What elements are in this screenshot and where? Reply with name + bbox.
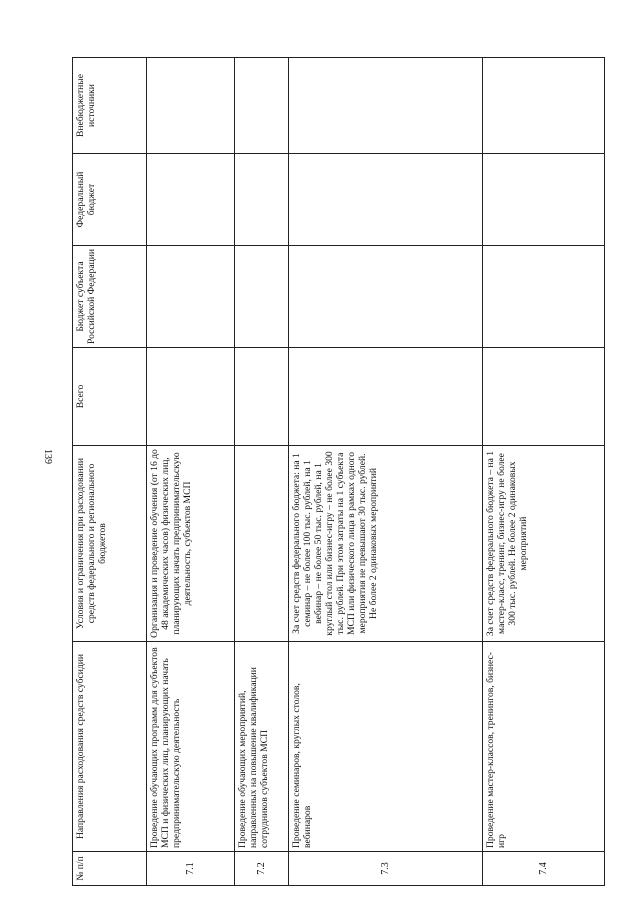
header-conditions: Условия и ограничения при расходовании средств федерального и регионального бюджетов — [73, 446, 147, 642]
row-number: 7.2 — [235, 852, 289, 886]
header-region-budget: Бюджет субъекта Российской Федерации — [73, 246, 147, 348]
header-federal-budget: Федеральный бюджет — [73, 154, 147, 246]
cell-total — [147, 348, 235, 446]
cell-extra-budget — [289, 58, 483, 154]
cell-region-budget — [235, 246, 289, 348]
subsidy-table — [72, 57, 605, 886]
cell-federal-budget — [235, 154, 289, 246]
cell-total — [483, 348, 605, 446]
cell-region-budget — [147, 246, 235, 348]
cell-federal-budget — [483, 154, 605, 246]
cell-total — [235, 348, 289, 446]
table-row — [289, 58, 483, 886]
table-row — [235, 58, 289, 886]
row-conditions: За счет средств федерального бюджета: на 1 семинар – не более 100 тыс. рублей, на 1 вебинар – не более 50 тыс. рублей, на 1 круглый стол или бизнес-игру – не более 300 тыс. рублей. При этом затраты на 1 субъекта МСП или физического лица в рамках одного мероприятия не превышают 30 тыс. рублей. Не более 2 одинаковых мероприятий — [289, 446, 483, 642]
table-row — [483, 58, 605, 886]
header-num: № п/п — [73, 852, 147, 886]
row-conditions: Организация и проведение обучения (от 16 до 48 академических часов) физических лиц, планирующих начать предпринимательскую деятельность, субъектов МСП — [147, 446, 235, 642]
table-row — [147, 58, 235, 886]
header-extra-budget: Внебюджетные источники — [73, 58, 147, 154]
cell-total — [289, 348, 483, 446]
row-number: 7.3 — [289, 852, 483, 886]
row-direction: Проведение обучающих программ для субъектов МСП и физических лиц, планирующих начать предпринимательскую деятельность — [147, 642, 235, 852]
cell-region-budget — [483, 246, 605, 348]
header-total: Всего — [73, 348, 147, 446]
cell-federal-budget — [289, 154, 483, 246]
cell-region-budget — [289, 246, 483, 348]
cell-federal-budget — [147, 154, 235, 246]
header-direction: Направления расходования средств субсидии — [73, 642, 147, 852]
row-direction: Проведение мастер-классов, тренингов, бизнес-игр — [483, 642, 605, 852]
page-number: 139 — [42, 449, 53, 464]
row-number: 7.1 — [147, 852, 235, 886]
row-direction: Проведение обучающих мероприятий, направленных на повышение квалификации сотрудников субъектов МСП — [235, 642, 289, 852]
row-conditions — [235, 446, 289, 642]
cell-extra-budget — [235, 58, 289, 154]
cell-extra-budget — [147, 58, 235, 154]
cell-extra-budget — [483, 58, 605, 154]
rotated-table-container — [72, 58, 604, 886]
row-number: 7.4 — [483, 852, 605, 886]
row-direction: Проведение семинаров, круглых столов, вебинаров — [289, 642, 483, 852]
row-conditions: За счет средств федерального бюджета – на 1 мастер-класс, тренинг, бизнес-игру не более 300 тыс. рублей. Не более 2 одинаковых мероприятий — [483, 446, 605, 642]
header-row — [73, 58, 147, 886]
